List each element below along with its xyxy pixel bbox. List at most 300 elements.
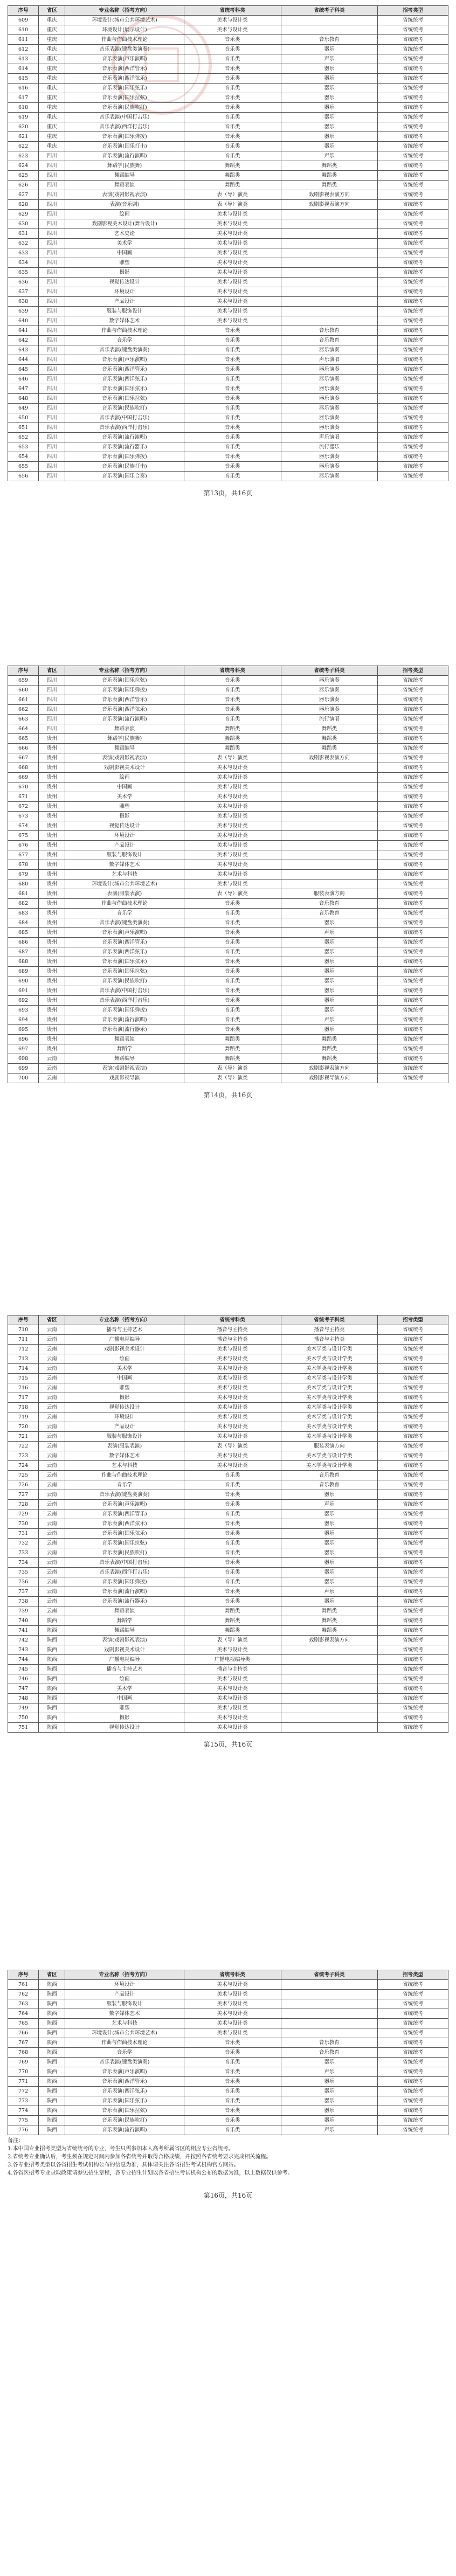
table-cell: 贵州	[39, 1025, 65, 1035]
table-row	[8, 850, 448, 860]
table-cell: 戏剧影视表演方向	[281, 200, 378, 210]
table-row	[8, 472, 448, 481]
table-cell: 省统统考	[378, 1616, 448, 1626]
table-cell: 云南	[39, 1345, 65, 1354]
table-cell: 省统统考	[378, 161, 448, 171]
table-cell: 省统统考	[378, 1597, 448, 1606]
table-cell: 贵州	[39, 947, 65, 957]
table-cell: 774	[8, 2106, 39, 2116]
table-cell: 省统统考	[378, 472, 448, 481]
table-cell: 舞蹈类	[281, 734, 378, 744]
table-cell: 音乐类	[184, 1529, 281, 1539]
table-cell: 陕西	[39, 1665, 65, 1674]
table-cell: 器乐	[281, 957, 378, 967]
table-cell: 635	[8, 268, 39, 278]
table-cell: 630	[8, 219, 39, 229]
table-row	[8, 25, 448, 35]
table-row	[8, 2009, 448, 2019]
table-cell: 表演(戏剧影视表演)	[65, 1064, 184, 1074]
table-row	[8, 1645, 448, 1655]
table-cell: 712	[8, 1345, 39, 1354]
table-cell: 音乐类	[184, 695, 281, 705]
table-row	[8, 724, 448, 734]
table-row	[8, 2106, 448, 2116]
table-row	[8, 1704, 448, 1713]
table-cell: 773	[8, 2096, 39, 2106]
table-cell: 云南	[39, 1568, 65, 1577]
table-cell: 陕西	[39, 2009, 65, 2019]
table-cell: 四川	[39, 433, 65, 442]
table-cell: 省统统考	[378, 1684, 448, 1694]
table-cell: 省统统考	[378, 1704, 448, 1713]
table-cell: 653	[8, 442, 39, 452]
table-cell: 舞蹈类	[281, 1606, 378, 1616]
table-cell: 云南	[39, 1587, 65, 1597]
table-cell: 陕西	[39, 2087, 65, 2096]
table-cell: 637	[8, 287, 39, 297]
table-cell: 音乐类	[184, 2116, 281, 2125]
table-cell: 音乐类	[184, 2058, 281, 2067]
table-row	[8, 1345, 448, 1354]
table-cell: 流行演唱	[281, 715, 378, 724]
table-cell: 省统统考	[378, 2077, 448, 2087]
table-cell	[281, 1655, 378, 1665]
table-cell: 美术与设计类	[184, 1412, 281, 1422]
table-cell: 播音与主持艺术	[65, 1325, 184, 1335]
table-cell: 音乐类	[184, 1490, 281, 1500]
table-cell: 重庆	[39, 45, 65, 54]
table-cell: 省统统考	[378, 1645, 448, 1655]
table-cell: 音乐表演(西洋管乐)	[65, 365, 184, 375]
table-cell: 贵州	[39, 986, 65, 996]
table-cell: 673	[8, 812, 39, 821]
table-cell: 617	[8, 93, 39, 103]
table-cell: 624	[8, 161, 39, 171]
table-cell: 音乐表演(中国打击乐)	[65, 1558, 184, 1568]
table-cell: 器乐	[281, 947, 378, 957]
column-header: 招考类型	[378, 6, 448, 16]
table-cell: 省统统考	[378, 1999, 448, 2009]
table-cell: 音乐类	[184, 1015, 281, 1025]
table-cell: 舞蹈类	[184, 1626, 281, 1636]
table-cell: 省统统考	[378, 287, 448, 297]
table-cell: 省统统考	[378, 812, 448, 821]
table-cell: 美术与设计类	[184, 1383, 281, 1393]
table-cell: 器乐	[281, 1577, 378, 1587]
table-cell: 服装与服饰设计	[65, 307, 184, 316]
table-cell: 音乐类	[184, 967, 281, 977]
table-cell: 贵州	[39, 744, 65, 753]
table-row	[8, 1636, 448, 1645]
table-cell: 美术学	[65, 239, 184, 248]
table-cell: 音乐类	[184, 413, 281, 423]
table-row	[8, 1713, 448, 1723]
table-cell: 音乐表演(民族吹打)	[65, 103, 184, 113]
table-row	[8, 1335, 448, 1345]
table-cell: 651	[8, 423, 39, 433]
table-cell: 贵州	[39, 1006, 65, 1015]
table-cell: 省统统考	[378, 2106, 448, 2116]
table-cell: 省统统考	[378, 132, 448, 142]
table-cell: 674	[8, 821, 39, 831]
table-cell: 655	[8, 462, 39, 472]
table-cell: 686	[8, 938, 39, 947]
table-cell: 美术学	[65, 1684, 184, 1694]
table-cell: 音乐表演(流行演唱)	[65, 1015, 184, 1025]
table-cell: 美术与设计类	[184, 1364, 281, 1374]
table-cell	[281, 1723, 378, 1733]
table-cell: 贵州	[39, 831, 65, 841]
table-cell: 美术与设计类	[184, 831, 281, 841]
table-cell: 美术与设计类	[184, 1461, 281, 1471]
table-cell: 艺术与科技	[65, 2019, 184, 2028]
table-cell: 739	[8, 1606, 39, 1616]
table-cell: 陕西	[39, 2125, 65, 2135]
table-cell: 表演(服装表演)	[65, 889, 184, 899]
table-cell: 省统统考	[378, 1723, 448, 1733]
table-cell: 640	[8, 316, 39, 326]
table-cell: 戏剧影视表演方向	[281, 1064, 378, 1074]
table-cell: 省统统考	[378, 1480, 448, 1490]
table-cell: 云南	[39, 1432, 65, 1442]
table-cell: 省统统考	[378, 2087, 448, 2096]
table-cell	[281, 2028, 378, 2038]
table-cell: 769	[8, 2058, 39, 2067]
column-header: 省统考科类	[184, 6, 281, 16]
table-cell: 省统统考	[378, 413, 448, 423]
table-cell: 声乐	[281, 1015, 378, 1025]
table-cell: 四川	[39, 297, 65, 307]
table-cell: 718	[8, 1403, 39, 1412]
table-row	[8, 268, 448, 278]
table-cell: 播音与主持类	[281, 1325, 378, 1335]
table-cell: 陕西	[39, 1655, 65, 1665]
table-cell: 631	[8, 229, 39, 239]
table-cell: 619	[8, 113, 39, 122]
table-cell: 环境设计(城市公共环境艺术)	[65, 2028, 184, 2038]
table-cell: 省统统考	[378, 2009, 448, 2019]
table-cell: 陕西	[39, 2058, 65, 2067]
table-cell: 陕西	[39, 1990, 65, 1999]
table-cell: 美术与设计类	[184, 239, 281, 248]
table-cell: 音乐类	[184, 132, 281, 142]
table-cell: 贵州	[39, 899, 65, 909]
table-cell: 省统统考	[378, 996, 448, 1006]
table-cell: 器乐	[281, 1568, 378, 1577]
table-header-row	[8, 1315, 448, 1325]
table-cell: 舞蹈类	[184, 171, 281, 181]
table-row	[8, 909, 448, 918]
table-cell: 音乐类	[184, 1548, 281, 1558]
table-cell: 731	[8, 1529, 39, 1539]
table-cell: 舞蹈表演	[65, 181, 184, 190]
table-cell: 舞蹈学(民族舞)	[65, 734, 184, 744]
table-cell: 作曲与作曲技术理论	[65, 1471, 184, 1480]
table-cell: 音乐表演(流行演唱)	[65, 433, 184, 442]
table-cell: 四川	[39, 316, 65, 326]
table-cell: 器乐	[281, 2096, 378, 2106]
table-row	[8, 1451, 448, 1461]
table-cell: 播音与主持类	[184, 1335, 281, 1345]
table-cell: 省统统考	[378, 1490, 448, 1500]
table-cell: 音乐表演(国乐拉弦)	[65, 1539, 184, 1548]
table-cell: 音乐类	[184, 394, 281, 404]
table-cell: 美术与设计类	[184, 1403, 281, 1412]
table-row	[8, 899, 448, 909]
table-cell: 772	[8, 2087, 39, 2096]
table-cell: 舞蹈类	[184, 1606, 281, 1616]
table-cell: 省统统考	[378, 442, 448, 452]
table-cell: 四川	[39, 248, 65, 258]
enrollment-table	[8, 5, 448, 481]
table-cell: 679	[8, 870, 39, 880]
note-line: 备注：	[8, 2138, 24, 2144]
table-row	[8, 1383, 448, 1393]
table-cell: 省统统考	[378, 724, 448, 734]
table-cell: 贵州	[39, 821, 65, 831]
table-row	[8, 705, 448, 715]
table-cell: 691	[8, 986, 39, 996]
table-cell: 省统统考	[378, 831, 448, 841]
table-cell: 省统统考	[378, 1980, 448, 1990]
table-row	[8, 1597, 448, 1606]
table-cell	[281, 1704, 378, 1713]
table-cell: 音乐类	[184, 2106, 281, 2116]
table-cell: 舞蹈类	[184, 1035, 281, 1044]
table-cell: 省统统考	[378, 1539, 448, 1548]
table-cell: 音乐类	[184, 1500, 281, 1509]
table-cell: 省统统考	[378, 1665, 448, 1674]
table-cell: 舞蹈编导	[65, 1626, 184, 1636]
table-cell: 音乐类	[184, 452, 281, 462]
table-cell: 美术与设计类	[184, 812, 281, 821]
document-page	[8, 1315, 448, 1733]
table-cell: 省统统考	[378, 1636, 448, 1645]
table-cell: 舞蹈类	[184, 744, 281, 753]
table-cell: 器乐	[281, 64, 378, 74]
table-cell: 音乐表演(声乐演唱)	[65, 2067, 184, 2077]
table-cell: 省统统考	[378, 773, 448, 783]
table-cell: 贵州	[39, 1035, 65, 1044]
table-cell: 音乐教育	[281, 1471, 378, 1480]
table-cell	[281, 219, 378, 229]
table-cell: 流行器乐	[281, 442, 378, 452]
table-cell: 四川	[39, 423, 65, 433]
table-cell	[281, 316, 378, 326]
table-cell: 715	[8, 1374, 39, 1383]
table-cell: 音乐类	[184, 365, 281, 375]
table-cell: 音乐类	[184, 2096, 281, 2106]
table-row	[8, 1064, 448, 1074]
table-cell: 云南	[39, 1383, 65, 1393]
table-cell: 舞蹈类	[184, 181, 281, 190]
table-cell: 云南	[39, 1451, 65, 1461]
table-cell	[281, 307, 378, 316]
column-header: 序号	[8, 6, 39, 16]
table-cell: 省统统考	[378, 734, 448, 744]
table-cell: 省统统考	[378, 880, 448, 889]
table-cell	[281, 831, 378, 841]
table-row	[8, 841, 448, 850]
table-cell: 中国画	[65, 1694, 184, 1704]
table-cell: 省统统考	[378, 93, 448, 103]
table-cell: 省统统考	[378, 258, 448, 268]
table-cell: 664	[8, 724, 39, 734]
table-cell: 视觉传达设计	[65, 278, 184, 287]
table-row	[8, 181, 448, 190]
table-row	[8, 1509, 448, 1519]
table-cell: 742	[8, 1636, 39, 1645]
table-row	[8, 93, 448, 103]
table-row	[8, 452, 448, 462]
table-cell: 668	[8, 763, 39, 773]
table-cell: 音乐表演(国乐打击)	[65, 142, 184, 151]
table-cell: 美术与设计类	[184, 248, 281, 258]
table-cell: 美术与设计类	[184, 1422, 281, 1432]
table-row	[8, 1461, 448, 1471]
table-cell	[281, 850, 378, 860]
table-cell: 音乐类	[184, 705, 281, 715]
table-row	[8, 792, 448, 802]
table-cell: 省统统考	[378, 705, 448, 715]
table-cell: 贵州	[39, 783, 65, 792]
table-cell: 省统统考	[378, 870, 448, 880]
table-cell: 611	[8, 35, 39, 45]
table-cell: 音乐表演(声乐演唱)	[65, 54, 184, 64]
table-cell: 器乐演奏	[281, 375, 378, 384]
page-footer: 第15页，共16页	[203, 1741, 253, 1748]
table-cell: 646	[8, 375, 39, 384]
table-row	[8, 2048, 448, 2058]
table-cell: 省统统考	[378, 2125, 448, 2135]
table-cell: 省统统考	[378, 1461, 448, 1471]
table-cell: 声乐	[281, 2125, 378, 2135]
table-cell: 声乐	[281, 1587, 378, 1597]
table-cell: 贵州	[39, 850, 65, 860]
table-cell: 音乐教育	[281, 35, 378, 45]
table-cell: 音乐表演(国乐拉弦)	[65, 676, 184, 685]
table-cell: 美术与设计类	[184, 821, 281, 831]
table-cell: 贵州	[39, 880, 65, 889]
table-row	[8, 219, 448, 229]
table-cell: 贵州	[39, 996, 65, 1006]
table-row	[8, 190, 448, 200]
table-cell: 器乐	[281, 977, 378, 986]
table-cell: 694	[8, 1015, 39, 1025]
table-cell: 644	[8, 355, 39, 365]
table-cell: 612	[8, 45, 39, 54]
table-cell: 美术与设计类	[184, 1674, 281, 1684]
table-cell: 音乐表演(国乐弹拨)	[65, 1577, 184, 1587]
table-cell	[281, 210, 378, 219]
table-row	[8, 278, 448, 287]
table-cell: 四川	[39, 200, 65, 210]
table-cell: 741	[8, 1626, 39, 1636]
table-cell: 四川	[39, 442, 65, 452]
table-cell: 贵州	[39, 802, 65, 812]
table-cell: 音乐类	[184, 685, 281, 695]
table-cell	[281, 258, 378, 268]
table-cell: 省统统考	[378, 2058, 448, 2067]
table-cell: 广播电视编导	[65, 1335, 184, 1345]
table-row	[8, 1412, 448, 1422]
table-cell: 744	[8, 1655, 39, 1665]
table-cell: 745	[8, 1665, 39, 1674]
table-cell: 四川	[39, 210, 65, 219]
page-footer: 第14页，共16页	[203, 1091, 253, 1099]
table-cell: 省统统考	[378, 860, 448, 870]
table-cell: 美术学类与设计学类	[281, 1432, 378, 1442]
table-cell: 音乐类	[184, 35, 281, 45]
table-row	[8, 2087, 448, 2096]
table-cell: 戏剧影视美术设计	[65, 1345, 184, 1354]
table-cell: 舞蹈类	[184, 1616, 281, 1626]
table-cell: 626	[8, 181, 39, 190]
table-cell: 舞蹈学	[65, 1044, 184, 1054]
table-row	[8, 1616, 448, 1626]
table-row	[8, 239, 448, 248]
table-cell: 省统统考	[378, 190, 448, 200]
table-cell: 省统统考	[378, 977, 448, 986]
table-cell	[281, 229, 378, 239]
table-cell: 音乐表演(国乐弹拨)	[65, 685, 184, 695]
table-cell: 750	[8, 1713, 39, 1723]
table-row	[8, 1665, 448, 1674]
table-cell: 省统统考	[378, 938, 448, 947]
table-cell: 环境设计(展示设计)	[65, 25, 184, 35]
table-cell: 724	[8, 1461, 39, 1471]
table-cell: 播音与主持类	[281, 1335, 378, 1345]
table-cell: 器乐演奏	[281, 705, 378, 715]
table-cell: 美术学类与设计学类	[281, 1422, 378, 1432]
table-cell: 表演(戏剧影视表演)	[65, 190, 184, 200]
table-row	[8, 986, 448, 996]
table-cell: 舞蹈编导	[65, 171, 184, 181]
table-cell: 云南	[39, 1471, 65, 1480]
table-cell: 音乐表演(国乐拉弦)	[65, 93, 184, 103]
table-cell: 省统统考	[378, 345, 448, 355]
table-cell: 766	[8, 2028, 39, 2038]
table-cell	[281, 870, 378, 880]
table-cell: 美术与设计类	[184, 841, 281, 850]
table-cell: 695	[8, 1025, 39, 1035]
table-cell: 音乐表演(国乐弦乐)	[65, 1529, 184, 1539]
table-cell: 728	[8, 1500, 39, 1509]
table-cell: 表演(戏剧影视表演)	[65, 1636, 184, 1645]
table-cell: 643	[8, 345, 39, 355]
table-cell: 音乐类	[184, 326, 281, 336]
table-cell: 摄影	[65, 812, 184, 821]
table-cell: 656	[8, 472, 39, 481]
table-cell: 638	[8, 297, 39, 307]
table-cell: 戏剧影视表演方向	[281, 190, 378, 200]
table-cell	[281, 268, 378, 278]
table-cell: 音乐教育	[281, 909, 378, 918]
table-cell: 省统统考	[378, 1335, 448, 1345]
table-cell: 748	[8, 1694, 39, 1704]
table-cell: 器乐	[281, 1025, 378, 1035]
table-cell: 广播电视编导类	[184, 1655, 281, 1665]
table-row	[8, 1471, 448, 1480]
table-cell: 省统统考	[378, 1577, 448, 1587]
table-cell: 贵州	[39, 909, 65, 918]
table-cell: 省统统考	[378, 2019, 448, 2028]
table-cell: 器乐	[281, 986, 378, 996]
table-cell: 721	[8, 1432, 39, 1442]
table-cell: 627	[8, 190, 39, 200]
table-cell: 声乐	[281, 928, 378, 938]
table-cell: 732	[8, 1539, 39, 1548]
